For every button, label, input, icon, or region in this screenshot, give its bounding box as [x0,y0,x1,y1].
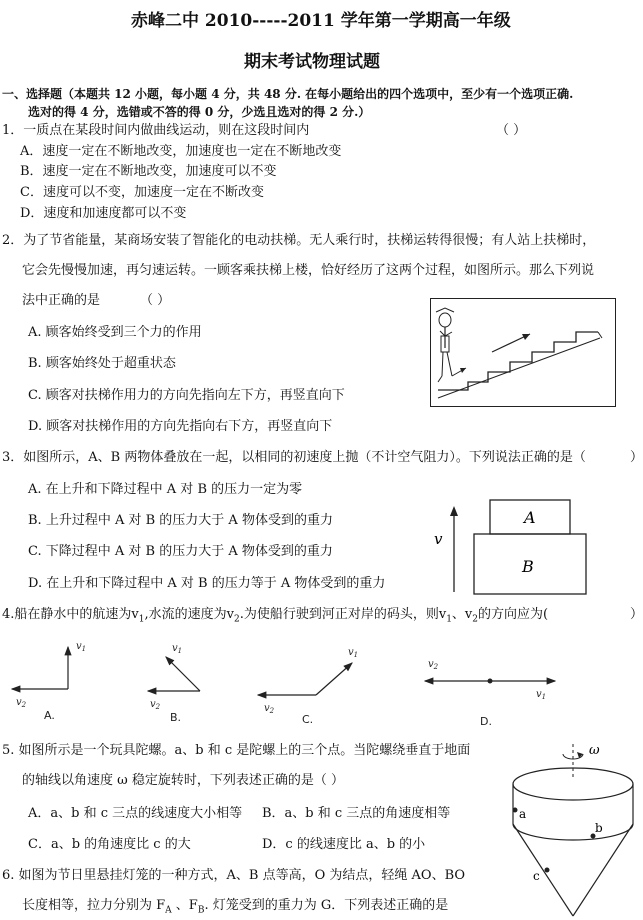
q1-answer-paren: （ ） [496,123,527,138]
q5-stem-line2: 的轴线以角速度 ω 稳定旋转时，下列表述正确的是（ ） [22,773,344,788]
q4-stem-sub3: 1 [446,614,452,625]
q6-line2-part-c: . 灯笼受到的重力为 G．下列表述正确的是 [204,898,449,913]
omega-label: ω [589,743,600,758]
q3-option-b: B. 上升过程中 A 对 B 的压力大于 A 物体受到的重力 [28,513,333,528]
point-b-label: b [595,821,603,835]
point-a-label: a [519,807,527,821]
fig-a-v2: $v_2$ [16,697,27,709]
q4-answer-paren-close: ） [630,607,643,622]
block-b-label: B [522,557,534,576]
q3-answer-paren-close: ） [630,450,643,465]
block-a-label: A [524,508,536,527]
q2-stem-line3: 法中正确的是 [22,293,101,308]
q3-stem: 3．如图所示，A、B 两物体叠放在一起，以相同的初速度上抛（不计空气阻力）。下列说法正确的是（ [2,450,586,465]
fig-b-label: B. [170,711,182,724]
fig-d-label: D. [480,715,492,728]
fig-b-v2: $v_2$ [150,699,161,711]
fig-c-v2: $v_2$ [264,703,275,715]
exam-subtitle: 期末考试物理试题 [244,52,380,72]
q3-option-a: A. 在上升和下降过程中 A 对 B 的压力一定为零 [28,482,303,497]
q1-option-a: A．速度一定在不断地改变，加速度也一定在不断地改变 [20,144,342,159]
q2-answer-paren: （ ） [140,293,171,308]
q4-stem-part-d: 、v [451,607,473,622]
q4-stem-sub1: 1 [138,614,145,625]
q1-option-d: D．速度和加速度都可以不变 [20,206,187,221]
q4-stem-part-c: .为使船行驶到河正对岸的码头，则v [239,607,447,622]
stacked-blocks-figure [430,492,590,602]
exam-title: 赤峰二中 2010-----2011 学年第一学期高一年级 [131,11,511,31]
q2-option-d: D. 顾客对扶梯作用的方向先指向右下方，再竖直向下 [28,419,333,434]
fig-d-v1: $v_1$ [536,689,547,701]
q6-stem-line2 [22,898,448,919]
fig-b-v1: $v_1$ [172,643,183,655]
q4-stem-sub4: 2 [472,614,479,625]
q2-stem-line1: 2．为了节省能量，某商场安装了智能化的电动扶梯。无人乘行时，扶梯运转得很慢；有人站上扶梯时， [2,233,596,248]
q4-stem-part-b: ,水流的速度为v [144,607,234,622]
q1-option-c: C．速度可以不变，加速度一定在不断改变 [20,185,264,200]
q4-stem-part-e: 的方向应为( [478,607,549,622]
fig-c-label: C. [302,713,314,726]
fig-a-label: A. [44,709,55,722]
q2-stem-line2: 它会先慢慢加速，再匀速运转。一顾客乘扶梯上楼，恰好经历了这两个过程，如图所示。那么下列说 [22,263,595,278]
q4-stem-sub2: 2 [233,614,240,625]
q5-option-a: A．a、b 和 c 三点的线速度大小相等 [28,806,243,821]
q4-stem [2,607,548,628]
q6-sub-a: A [165,905,172,916]
q2-option-a: A. 顾客始终受到三个力的作用 [28,325,202,340]
q2-option-c: C. 顾客对扶梯作用力的方向先指向左下方，再竖直向下 [28,388,345,403]
fig-c-v1: $v_1$ [348,647,359,659]
q1-stem: 1．一质点在某段时间内做曲线运动，则在这段时间内 [2,123,310,138]
q1-option-b: B．速度一定在不断地改变，加速度可以不变 [20,164,277,179]
q5-option-c: C．a、b 的角速度比 c 的大 [28,837,191,852]
q5-option-b: B．a、b 和 c 三点的角速度相等 [262,806,451,821]
q6-stem-line1: 6. 如图为节日里悬挂灯笼的一种方式，A、B 点等高，O 为结点，轻绳 AO、BO [2,868,466,883]
q4-vector-figures [0,635,600,735]
q6-line2-part-a: 长度相等，拉力分别为 F [22,898,166,913]
q3-option-c: C. 下降过程中 A 对 B 的压力大于 A 物体受到的重力 [28,544,333,559]
q3-option-d: D. 在上升和下降过程中 A 对 B 的压力等于 A 物体受到的重力 [28,576,386,591]
section-instructions-line2: 选对的得 4 分，选错或不答的得 0 分，少选且选对的得 2 分.） [28,105,371,119]
spinning-top-figure [505,740,640,920]
q4-stem-part-a: 4.船在静水中的航速为v [2,607,139,622]
q6-line2-part-b: 、F [171,898,198,913]
q6-sub-b: B [197,905,205,916]
q5-option-d: D．c 的线速度比 a、b 的小 [262,837,426,852]
q5-stem-line1: 5. 如图所示是一个玩具陀螺。a、b 和 c 是陀螺上的三个点。当陀螺绕垂直于地面 [2,743,471,758]
q2-option-b: B. 顾客始终处于超重状态 [28,356,176,371]
velocity-label-v: v [434,530,443,548]
point-c-label: c [533,869,540,883]
escalator-figure [430,298,616,408]
section-instructions-line1: 一、选择题（本题共 12 小题，每小题 4 分，共 48 分. 在每小题给出的四个选项中，至少有一个选项正确. [2,87,574,101]
fig-d-v2: $v_2$ [428,659,439,671]
fig-a-v1: $v_1$ [76,641,87,653]
